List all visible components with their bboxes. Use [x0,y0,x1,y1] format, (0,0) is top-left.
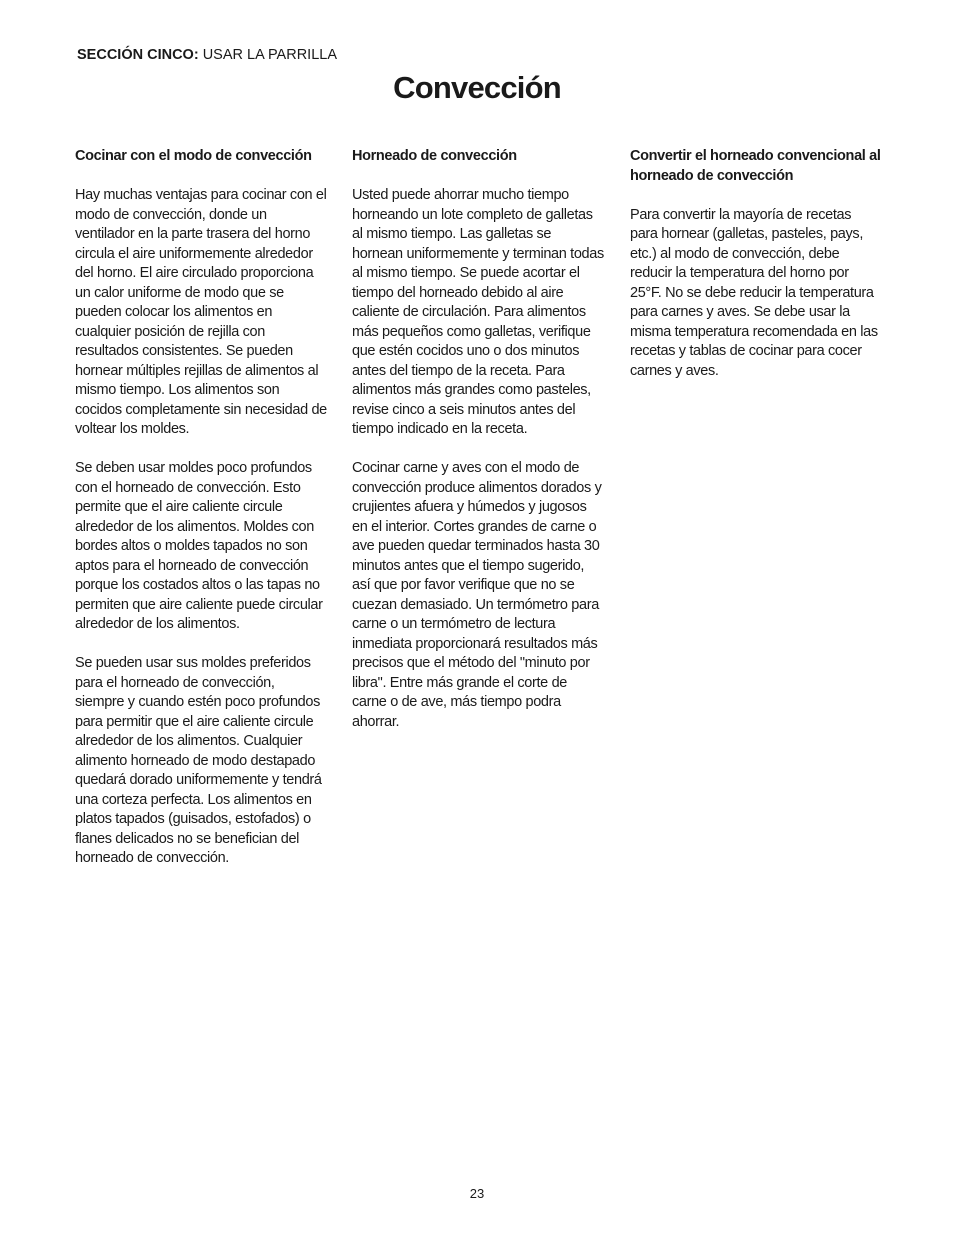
column-convection-baking [352,147,604,752]
paragraph: Para convertir la mayoría de recetas para hornear (galletas, pasteles, pays, etc.) al modo de convección, debe reducir la temperatura del horno por 25°F. No se debe reducir la temperatura para carnes y aves. Se debe usar la misma temperatura recomendada en las recetas y tablas de cocinar para cocer carnes y aves. [630,206,878,379]
column-convert-baking [630,147,882,401]
paragraph: Se deben usar moldes poco profundos con el horneado de convección. Esto permite que el aire caliente circule alrededor de los alimentos. Moldes con bordes altos o moldes tapados no son aptos para el horneado de convección porque los costados altos o las tapas no permiten que aire caliente puede circular alrededor de los alimentos. [75,460,323,632]
paragraph: Cocinar carne y aves con el modo de convección produce alimentos dorados y crujientes afuera y húmedos y jugosos en el interior. Cortes grandes de carne o ave pueden quedar terminados hasta 30 minutos antes que el tiempo sugerido, así que por favor verifique que no se cuezan demasiado. Un termómetro para carne o un termómetro de lectura inmediata proporcionará resultados más precisos que el método del "minuto por libra". Entre más grande el corte de carne o de ave, más tiempo podra ahorrar. [352,460,602,730]
column-heading: Cocinar con el modo de convección [75,148,312,164]
paragraph: Hay muchas ventajas para cocinar con el modo de convección, donde un ventilador en la parte trasera del horno circula el aire uniformemente alrededor del horno. El aire circulado proporciona un calor uniforme de modo que se pueden colocar los alimentos en cualquier posición de rejilla con resultados consistentes. Se pueden hornear múltiples rejillas de alimentos al mismo tiempo. Los alimentos son cocidos completamente sin necesidad de voltear los moldes. [75,187,327,437]
section-name: USAR LA PARRILLA [202,47,338,63]
section-header [77,47,337,63]
paragraph: Se pueden usar sus moldes preferidos para el horneado de convección, siempre y cuando estén poco profundos para permitir que el aire caliente circule alrededor de los alimentos. Cualquier alimento horneado de modo destapado quedará dorado uniformemente y tendrá una corteza perfecta. Los alimentos en platos tapados (guisados, estofados) o flanes delicados no se benefician del horneado de convección. [75,655,322,866]
section-label: SECCIÓN CINCO: [77,47,199,63]
column-heading: Convertir el horneado convencional al horneado de convección [630,148,881,184]
column-convection-cooking [75,147,327,888]
page-title: Convección [393,70,561,105]
paragraph: Usted puede ahorrar mucho tiempo horneando un lote completo de galletas al mismo tiempo. Las galletas se hornean uniformemente y terminan todas al mismo tiempo. Se puede acortar el tiempo del horneado debido al aire caliente de circulación. Para alimentos más pequeños como galletas, verifique que estén cocidos uno o dos minutos antes del tiempo de la receta. Para alimentos más grandes como pasteles, revise cinco a seis minutos antes del tiempo indicado en la receta. [352,187,604,437]
column-heading: Horneado de convección [352,148,517,164]
page-number: 23 [469,1186,485,1201]
